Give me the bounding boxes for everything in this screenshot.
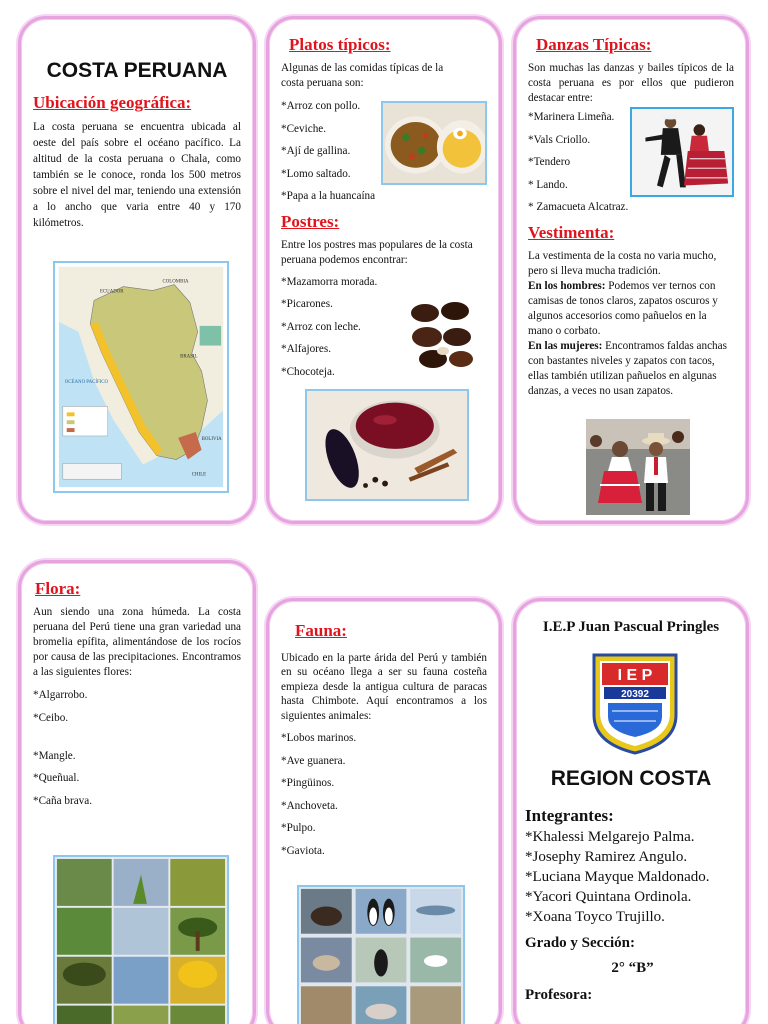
map-label-brasil: BRASIL (180, 354, 198, 360)
marinera-photo (630, 107, 734, 197)
list-item: *Papa a la huancaína (281, 190, 376, 202)
map-label-ecuador: ECUADOR (99, 289, 124, 295)
platos-intro: Algunas de las comidas típicas de la costa peruana son: (281, 62, 444, 89)
flora-collage-image (53, 855, 229, 1024)
list-item: * Zamacueta Alcatraz. (528, 201, 629, 213)
picarones-photo (403, 293, 479, 373)
list-item: *Alfajores. (281, 343, 332, 355)
list-item: *Algarrobo. (33, 689, 88, 701)
section-title-postres: Postres: (281, 211, 340, 231)
peru-map-image (53, 261, 229, 493)
panel-flora (18, 560, 256, 1024)
postres-intro: Entre los postres mas populares de la costa peruana podemos encontrar: (281, 238, 473, 266)
panel-platos-tipicos (266, 16, 502, 524)
list-item: *Ceibo. (33, 711, 69, 724)
mujeres-text: Encontramos faldas anchas con bastantes niveles y zapatos con tacos, ellas también utilizan pañuelos en algunas danzas, a veces no usan zapatos. (528, 339, 727, 397)
list-item: *Pulpo. (281, 822, 316, 835)
list-item: *Vals Criollo. (528, 133, 591, 146)
hombres-label: En los hombres: (528, 279, 606, 292)
list-item: *Chocoteja. (281, 365, 335, 378)
vestimenta-mujeres (528, 339, 734, 399)
mazamorra-photo (305, 389, 469, 501)
list-item: *Lobos marinos. (281, 732, 357, 745)
list-item: *Anchoveta. (281, 799, 338, 812)
badge-letters: I E P (617, 667, 653, 684)
list-item: *Arroz con leche. (281, 320, 361, 333)
list-item: *Queñual. (33, 772, 80, 784)
members-title: Integrantes: (525, 806, 614, 825)
flora-list-a (33, 688, 241, 725)
section-title-vestimenta: Vestimenta: (528, 222, 615, 242)
map-label-bolivia: BOLIVIA (201, 436, 222, 442)
danzas-intro: Son muchas las danzas y bailes típicos de la costa peruana es por ellos que pudieron destacar entre: (528, 62, 734, 104)
panel-portada (513, 598, 749, 1024)
grade-label: Grado y Sección: (525, 935, 635, 951)
platos-photo (381, 101, 487, 185)
section-title-flora: Flora: (35, 579, 81, 598)
school-badge (590, 651, 680, 755)
list-item: *Caña brava. (33, 794, 93, 807)
vestimenta-photo (586, 419, 690, 515)
grade-value: 2° “B” (611, 960, 654, 976)
list-item: *Ají de gallina. (281, 145, 351, 157)
list-item: *Josephy Ramirez Angulo. (525, 849, 688, 865)
list-item: *Marinera Limeña. (528, 111, 615, 123)
fauna-collage-image (297, 885, 465, 1024)
teacher-label: Profesora: (525, 987, 593, 1003)
list-item: *Arroz con pollo. (281, 100, 361, 112)
section-title-platos: Platos típicos: (289, 35, 391, 54)
map-label-chile: CHILE (191, 472, 207, 478)
list-item: *Ave guanera. (281, 754, 346, 767)
list-item: *Pingüinos. (281, 777, 335, 790)
list-item: *Mazamorra morada. (281, 275, 378, 288)
map-label-colombia: COLOMBIA (162, 279, 189, 285)
members-block (525, 805, 740, 1004)
panel-costa-peruana (18, 16, 256, 524)
ubicacion-paragraph: La costa peruana se encuentra ubicada al oeste del país sobre el océano pacífico. La altitud de la costa peruana o Chala, como también se le conoce, ronda los 500 metros sobre el nivel del mar, teniendo una extensión a lo ancho que varia entre 40 y 170 kilómetros. (33, 121, 241, 229)
school-name: I.E.P Juan Pascual Pringles (542, 619, 720, 635)
members-list (525, 827, 740, 927)
list-item: *Ceviche. (281, 122, 327, 135)
list-item: *Khalessi Melgarejo Palma. (525, 829, 695, 845)
fauna-paragraph: Ubicado en la parte árida del Perú y también en su océano llega a ser su fauna costeña empieza desde la antigua cultura de paracas hasta Chimbote. Aquí encontramos a los siguientes animales: (281, 652, 487, 722)
list-item: * Lando. (528, 178, 568, 191)
panel-danzas-tipicas (513, 16, 749, 524)
fauna-list (281, 731, 487, 858)
list-item: *Gaviota. (281, 844, 325, 857)
list-item: *Xoana Toyco Trujillo. (525, 909, 665, 925)
list-item: *Lomo saltado. (281, 167, 351, 180)
list-item: *Picarones. (281, 298, 333, 310)
list-item: *Mangle. (33, 749, 76, 762)
flora-paragraph: Aun siendo una zona húmeda. La costa peruana del Perú tiene una gran variedad una bromelia epífita, alimentándose de los rocíos por causa de las precipitaciones. Encontramos a las siguientes flores: (33, 606, 241, 678)
region-title: REGION COSTA (550, 767, 712, 790)
section-title-fauna: Fauna: (295, 621, 347, 640)
badge-number: 20392 (621, 689, 649, 700)
vestimenta-intro: La vestimenta de la costa no varia mucho, pero si lleva mucha tradición. (528, 249, 717, 277)
list-item: *Luciana Mayque Maldonado. (525, 869, 710, 885)
hombres-text: Podemos ver ternos con camisas de tonos claros, zapatos oscuros y algunos accesorios como pañuelos en la mano o corbato. (528, 279, 718, 337)
panel-fauna (266, 598, 502, 1024)
mujeres-label: En las mujeres: (528, 339, 603, 352)
section-title-danzas: Danzas Típicas: (536, 35, 652, 54)
list-item: *Tendero (528, 156, 571, 168)
list-item: *Yacori Quintana Ordinola. (525, 889, 692, 905)
section-title-ubicacion: Ubicación geográfica: (33, 93, 192, 112)
map-label-ocean: OCÉANO PACÍFICO (64, 379, 109, 385)
page-title: COSTA PERUANA (46, 59, 228, 82)
flora-list-b (33, 749, 241, 808)
vestimenta-hombres (528, 279, 734, 339)
